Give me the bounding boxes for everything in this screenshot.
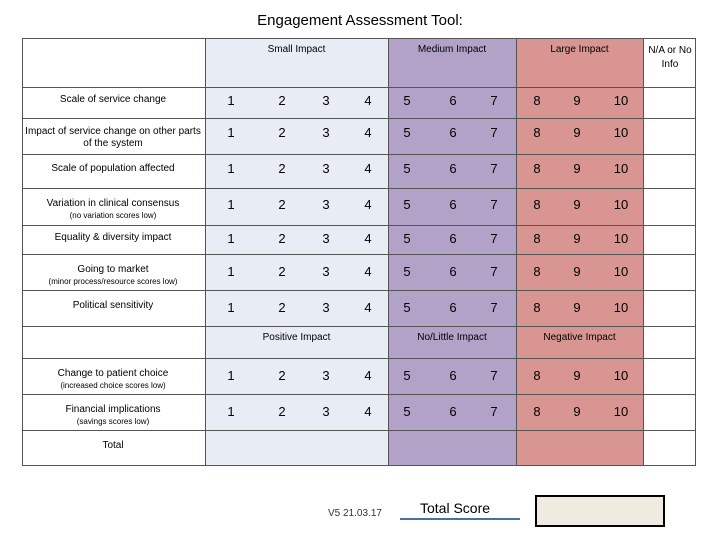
score-option[interactable]: 7 bbox=[490, 231, 498, 246]
score-option[interactable]: 6 bbox=[449, 197, 457, 212]
version-label: V5 21.03.17 bbox=[328, 508, 382, 519]
total-score-label: Total Score bbox=[420, 500, 491, 516]
score-option[interactable]: 5 bbox=[403, 404, 411, 419]
score-option[interactable]: 2 bbox=[278, 93, 286, 108]
row-label-scale-service: Scale of service change bbox=[59, 94, 167, 105]
score-option[interactable]: 9 bbox=[573, 231, 581, 246]
score-option[interactable]: 8 bbox=[533, 264, 541, 279]
score-option[interactable]: 4 bbox=[364, 125, 372, 140]
score-option[interactable]: 1 bbox=[227, 404, 235, 419]
score-option[interactable]: 1 bbox=[227, 93, 235, 108]
score-option[interactable]: 6 bbox=[449, 264, 457, 279]
score-option[interactable]: 4 bbox=[364, 231, 372, 246]
row-label-equality: Equality & diversity impact bbox=[54, 232, 172, 243]
score-option[interactable]: 3 bbox=[322, 161, 330, 176]
score-option[interactable]: 7 bbox=[490, 264, 498, 279]
score-option[interactable]: 8 bbox=[533, 231, 541, 246]
score-option[interactable]: 5 bbox=[403, 197, 411, 212]
score-option[interactable]: 4 bbox=[364, 300, 372, 315]
score-option[interactable]: 8 bbox=[533, 300, 541, 315]
score-option[interactable]: 7 bbox=[490, 197, 498, 212]
score-option[interactable]: 4 bbox=[364, 161, 372, 176]
score-option[interactable]: 4 bbox=[364, 197, 372, 212]
row-label-patient-choice: Change to patient choice (increased choice scores low) bbox=[57, 368, 169, 390]
score-option[interactable]: 9 bbox=[573, 93, 581, 108]
score-option[interactable]: 1 bbox=[227, 125, 235, 140]
score-option[interactable]: 4 bbox=[364, 404, 372, 419]
total-row-label: Total bbox=[102, 440, 124, 451]
score-option[interactable]: 6 bbox=[449, 300, 457, 315]
score-option[interactable]: 7 bbox=[490, 300, 498, 315]
score-option[interactable]: 9 bbox=[573, 264, 581, 279]
score-option[interactable]: 1 bbox=[227, 231, 235, 246]
score-option[interactable]: 3 bbox=[322, 300, 330, 315]
row-label-clinical-consensus: Variation in clinical consensus (no variation scores low) bbox=[46, 198, 180, 220]
score-option[interactable]: 7 bbox=[490, 368, 498, 383]
score-option[interactable]: 7 bbox=[490, 404, 498, 419]
score-option[interactable]: 10 bbox=[613, 368, 629, 383]
score-option[interactable]: 4 bbox=[364, 264, 372, 279]
positive-impact-header: Positive Impact bbox=[262, 332, 331, 343]
row-label-impact-system: Impact of service change on other parts of the system bbox=[25, 126, 201, 149]
score-option[interactable]: 1 bbox=[227, 197, 235, 212]
negative-impact-header: Negative Impact bbox=[543, 332, 616, 343]
score-option[interactable]: 9 bbox=[573, 404, 581, 419]
medium-impact-header: Medium Impact bbox=[417, 44, 487, 55]
score-option[interactable]: 4 bbox=[364, 368, 372, 383]
score-option[interactable]: 10 bbox=[613, 125, 629, 140]
score-option[interactable]: 10 bbox=[613, 231, 629, 246]
score-option[interactable]: 9 bbox=[573, 125, 581, 140]
row-label-going-to-market: Going to market (minor process/resource scores low) bbox=[48, 264, 178, 286]
score-option[interactable]: 5 bbox=[403, 368, 411, 383]
score-option[interactable]: 7 bbox=[490, 125, 498, 140]
score-option[interactable]: 5 bbox=[403, 93, 411, 108]
score-option[interactable]: 1 bbox=[227, 368, 235, 383]
score-option[interactable]: 1 bbox=[227, 264, 235, 279]
score-option[interactable]: 10 bbox=[613, 404, 629, 419]
small-impact-header: Small Impact bbox=[267, 44, 326, 55]
score-option[interactable]: 9 bbox=[573, 161, 581, 176]
score-option[interactable]: 6 bbox=[449, 368, 457, 383]
score-option[interactable]: 6 bbox=[449, 404, 457, 419]
row-label-financial: Financial implications (savings scores low) bbox=[65, 404, 161, 426]
score-option[interactable]: 6 bbox=[449, 125, 457, 140]
score-option[interactable]: 3 bbox=[322, 125, 330, 140]
score-option[interactable]: 2 bbox=[278, 368, 286, 383]
score-option[interactable]: 9 bbox=[573, 368, 581, 383]
score-option[interactable]: 6 bbox=[449, 231, 457, 246]
score-option[interactable]: 7 bbox=[490, 161, 498, 176]
score-option[interactable]: 4 bbox=[364, 93, 372, 108]
score-option[interactable]: 5 bbox=[403, 161, 411, 176]
score-option[interactable]: 8 bbox=[533, 404, 541, 419]
score-option[interactable]: 3 bbox=[322, 93, 330, 108]
score-option[interactable]: 8 bbox=[533, 368, 541, 383]
score-option[interactable]: 3 bbox=[322, 368, 330, 383]
large-impact-header: Large Impact bbox=[550, 44, 609, 55]
score-option[interactable]: 8 bbox=[533, 197, 541, 212]
score-option[interactable]: 2 bbox=[278, 197, 286, 212]
score-option[interactable]: 10 bbox=[613, 197, 629, 212]
score-option[interactable]: 6 bbox=[449, 93, 457, 108]
score-option[interactable]: 2 bbox=[278, 231, 286, 246]
score-option[interactable]: 5 bbox=[403, 264, 411, 279]
score-option[interactable]: 5 bbox=[403, 125, 411, 140]
score-option[interactable]: 10 bbox=[613, 300, 629, 315]
score-option[interactable]: 7 bbox=[490, 93, 498, 108]
score-option[interactable]: 2 bbox=[278, 125, 286, 140]
score-option[interactable]: 3 bbox=[322, 197, 330, 212]
row-label-population: Scale of population affected bbox=[51, 163, 175, 174]
score-option[interactable]: 3 bbox=[322, 231, 330, 246]
score-option[interactable]: 3 bbox=[322, 404, 330, 419]
score-option[interactable]: 8 bbox=[533, 93, 541, 108]
score-option[interactable]: 1 bbox=[227, 161, 235, 176]
score-option[interactable]: 10 bbox=[613, 161, 629, 176]
score-option[interactable]: 10 bbox=[613, 93, 629, 108]
score-option[interactable]: 8 bbox=[533, 125, 541, 140]
score-option[interactable]: 3 bbox=[322, 264, 330, 279]
no-little-impact-header: No/Little Impact bbox=[417, 332, 487, 343]
score-option[interactable]: 2 bbox=[278, 264, 286, 279]
score-option[interactable]: 8 bbox=[533, 161, 541, 176]
page-title: Engagement Assessment Tool: bbox=[257, 12, 463, 29]
score-option[interactable]: 6 bbox=[449, 161, 457, 176]
score-option[interactable]: 9 bbox=[573, 197, 581, 212]
score-option[interactable]: 10 bbox=[613, 264, 629, 279]
score-option[interactable]: 2 bbox=[278, 300, 286, 315]
score-option[interactable]: 2 bbox=[278, 404, 286, 419]
row-label-political: Political sensitivity bbox=[72, 300, 154, 311]
score-option[interactable]: 5 bbox=[403, 300, 411, 315]
score-option[interactable]: 1 bbox=[227, 300, 235, 315]
total-score-box[interactable] bbox=[535, 495, 665, 527]
score-option[interactable]: 9 bbox=[573, 300, 581, 315]
score-option[interactable]: 2 bbox=[278, 161, 286, 176]
na-header: N/A or No Info bbox=[648, 45, 692, 70]
score-option[interactable]: 5 bbox=[403, 231, 411, 246]
